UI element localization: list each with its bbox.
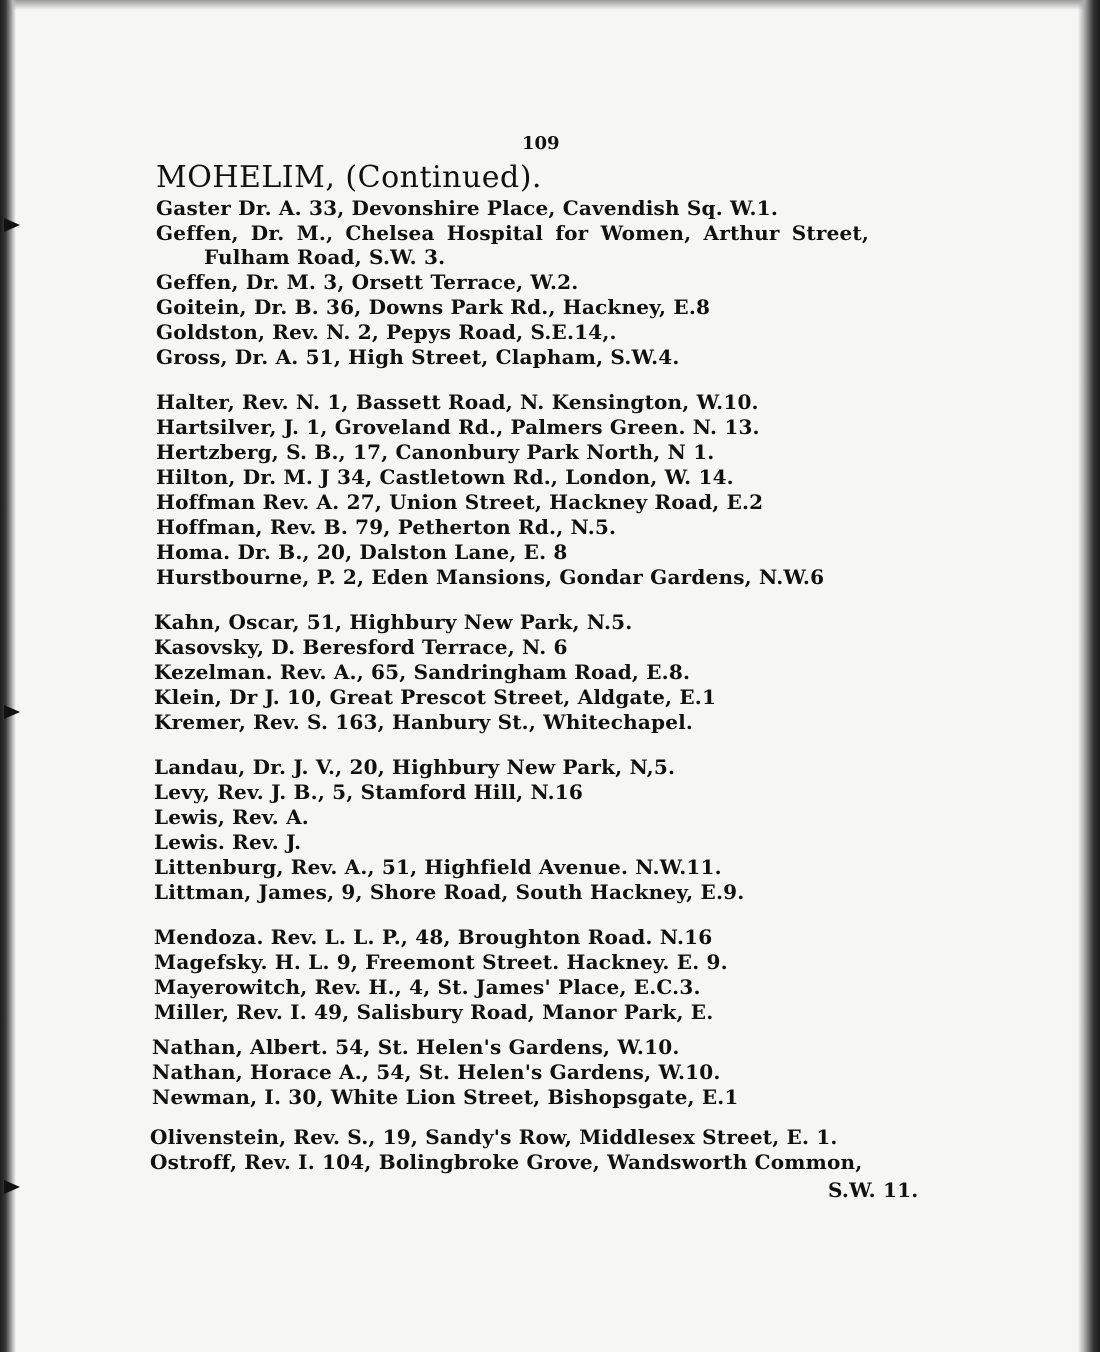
directory-entry: Kahn, Oscar, 51, Highbury New Park, N.5.: [154, 610, 633, 634]
directory-entry: Littman, James, 9, Shore Road, South Hackney, E.9.: [154, 880, 745, 904]
directory-entry: Hoffman, Rev. B. 79, Petherton Rd., N.5.: [156, 515, 617, 539]
directory-entry: Hertzberg, S. B., 17, Canonbury Park North, N 1.: [156, 440, 715, 464]
directory-entry: Lewis. Rev. J.: [154, 830, 302, 854]
directory-entry: Goldston, Rev. N. 2, Pepys Road, S.E.14,.: [156, 320, 617, 344]
directory-entry: Ostroff, Rev. I. 104, Bolingbroke Grove, Wandsworth Common,: [150, 1150, 863, 1174]
directory-entry-continuation: Fulham Road, S.W. 3.: [204, 245, 446, 269]
directory-entry: Klein, Dr J. 10, Great Prescot Street, Aldgate, E.1: [154, 685, 717, 709]
binder-arrow-icon: [4, 218, 20, 232]
page-top-shadow: [0, 0, 1100, 10]
binder-arrow-icon: [4, 1180, 20, 1194]
directory-entry: Mayerowitch, Rev. H., 4, St. James' Place, E.C.3.: [154, 975, 701, 999]
directory-entry: Gross, Dr. A. 51, High Street, Clapham, S.W.4.: [156, 345, 680, 369]
directory-entry: Geffen, Dr. M., Chelsea Hospital for Women, Arthur Street,: [156, 221, 870, 245]
page-left-edge: [0, 0, 16, 1352]
directory-entry: Kremer, Rev. S. 163, Hanbury St., Whitechapel.: [154, 710, 694, 734]
directory-entry: Levy, Rev. J. B., 5, Stamford Hill, N.16: [154, 780, 584, 804]
directory-entry: Gaster Dr. A. 33, Devonshire Place, Cavendish Sq. W.1.: [156, 196, 779, 220]
directory-entry: Halter, Rev. N. 1, Bassett Road, N. Kensington, W.10.: [156, 390, 759, 414]
directory-entry: Lewis, Rev. A.: [154, 805, 309, 829]
directory-entry: Geffen, Dr. M. 3, Orsett Terrace, W.2.: [156, 270, 579, 294]
directory-entry: Goitein, Dr. B. 36, Downs Park Rd., Hackney, E.8: [156, 295, 711, 319]
directory-entry: Kezelman. Rev. A., 65, Sandringham Road, E.8.: [154, 660, 691, 684]
directory-entry: Mendoza. Rev. L. L. P., 48, Broughton Road. N.16: [154, 925, 713, 949]
page-right-edge: [1078, 0, 1100, 1352]
directory-entry: Nathan, Albert. 54, St. Helen's Gardens, W.10.: [152, 1035, 680, 1059]
directory-entry: Olivenstein, Rev. S., 19, Sandy's Row, Middlesex Street, E. 1.: [150, 1125, 838, 1149]
directory-entry: Hoffman Rev. A. 27, Union Street, Hackney Road, E.2: [156, 490, 764, 514]
directory-entry: Magefsky. H. L. 9, Freemont Street. Hackney. E. 9.: [154, 950, 728, 974]
page-number: 109: [522, 133, 560, 154]
directory-entry: Miller, Rev. I. 49, Salisbury Road, Manor Park, E.: [154, 1000, 714, 1024]
directory-entry: Homa. Dr. B., 20, Dalston Lane, E. 8: [156, 540, 568, 564]
directory-entry: Hurstbourne, P. 2, Eden Mansions, Gondar Gardens, N.W.6: [156, 565, 825, 589]
directory-entry: Hartsilver, J. 1, Groveland Rd., Palmers Green. N. 13.: [156, 415, 760, 439]
directory-entry: Kasovsky, D. Beresford Terrace, N. 6: [154, 635, 568, 659]
directory-entry: Hilton, Dr. M. J 34, Castletown Rd., London, W. 14.: [156, 465, 734, 489]
directory-entry-continuation: S.W. 11.: [828, 1178, 919, 1202]
section-heading: MOHELIM, (Continued).: [156, 160, 542, 195]
binder-arrow-icon: [4, 705, 20, 719]
directory-entry: Littenburg, Rev. A., 51, Highfield Avenue. N.W.11.: [154, 855, 722, 879]
directory-entry: Landau, Dr. J. V., 20, Highbury New Park, N,5.: [154, 755, 676, 779]
directory-entry: Newman, I. 30, White Lion Street, Bishopsgate, E.1: [152, 1085, 739, 1109]
directory-entry: Nathan, Horace A., 54, St. Helen's Gardens, W.10.: [152, 1060, 721, 1084]
